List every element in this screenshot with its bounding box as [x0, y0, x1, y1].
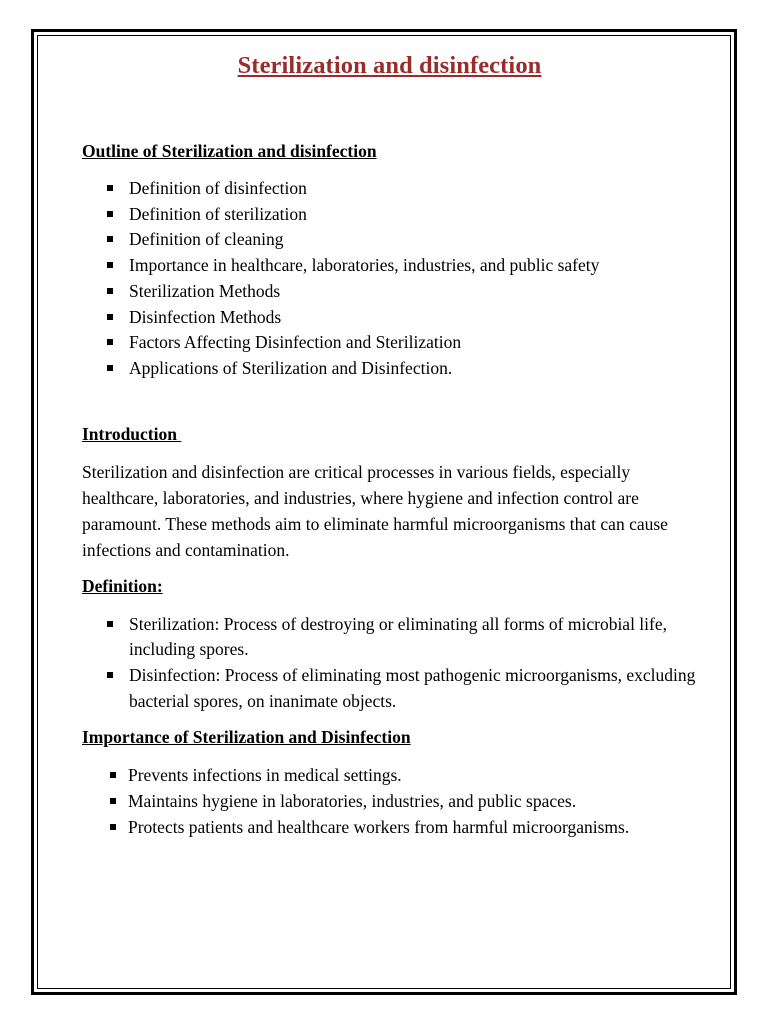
list-item: Definition of sterilization — [82, 202, 697, 228]
introduction-heading: Introduction — [82, 423, 182, 444]
importance-heading: Importance of Sterilization and Disinfection — [82, 727, 411, 748]
square-bullet-icon — [110, 824, 116, 830]
square-bullet-icon — [107, 314, 113, 320]
square-bullet-icon — [107, 262, 113, 268]
list-item: Definition of cleaning — [82, 227, 697, 253]
square-bullet-icon — [110, 798, 116, 804]
list-item: Applications of Sterilization and Disinfection. — [82, 356, 697, 382]
definition-heading: Definition: — [82, 575, 163, 596]
introduction-paragraph: Sterilization and disinfection are critical processes in various fields, especially healthcare, laboratories, and industries, where hygiene and infection control are paramount. These methods aim to eliminate harmful microorganisms that can cause infections and contamination. — [82, 461, 668, 560]
outline-list — [82, 176, 697, 382]
list-item: Definition of disinfection — [82, 176, 697, 202]
list-item: Protects patients and healthcare workers from harmful microorganisms. — [82, 815, 697, 841]
importance-list — [82, 763, 697, 840]
list-item: Sterilization: Process of destroying or eliminating all forms of microbial life, including spores. — [82, 612, 697, 663]
list-item: Disinfection: Process of eliminating most pathogenic microorganisms, excluding bacterial spores, on inanimate objects. — [82, 663, 697, 714]
page-title: Sterilization and disinfection — [237, 52, 542, 79]
square-bullet-icon — [107, 621, 113, 627]
square-bullet-icon — [107, 288, 113, 294]
document-content — [82, 50, 697, 841]
square-bullet-icon — [107, 339, 113, 345]
square-bullet-icon — [107, 236, 113, 242]
list-item: Sterilization Methods — [82, 279, 697, 305]
square-bullet-icon — [107, 365, 113, 371]
list-item: Disinfection Methods — [82, 305, 697, 331]
square-bullet-icon — [107, 672, 113, 678]
list-item: Maintains hygiene in laboratories, industries, and public spaces. — [82, 789, 697, 815]
square-bullet-icon — [107, 185, 113, 191]
square-bullet-icon — [110, 772, 116, 778]
list-item: Importance in healthcare, laboratories, industries, and public safety — [82, 253, 697, 279]
square-bullet-icon — [107, 211, 113, 217]
list-item: Prevents infections in medical settings. — [82, 763, 697, 789]
list-item: Factors Affecting Disinfection and Sterilization — [82, 330, 697, 356]
outline-heading: Outline of Sterilization and disinfection — [82, 141, 377, 161]
definition-list — [82, 612, 697, 715]
